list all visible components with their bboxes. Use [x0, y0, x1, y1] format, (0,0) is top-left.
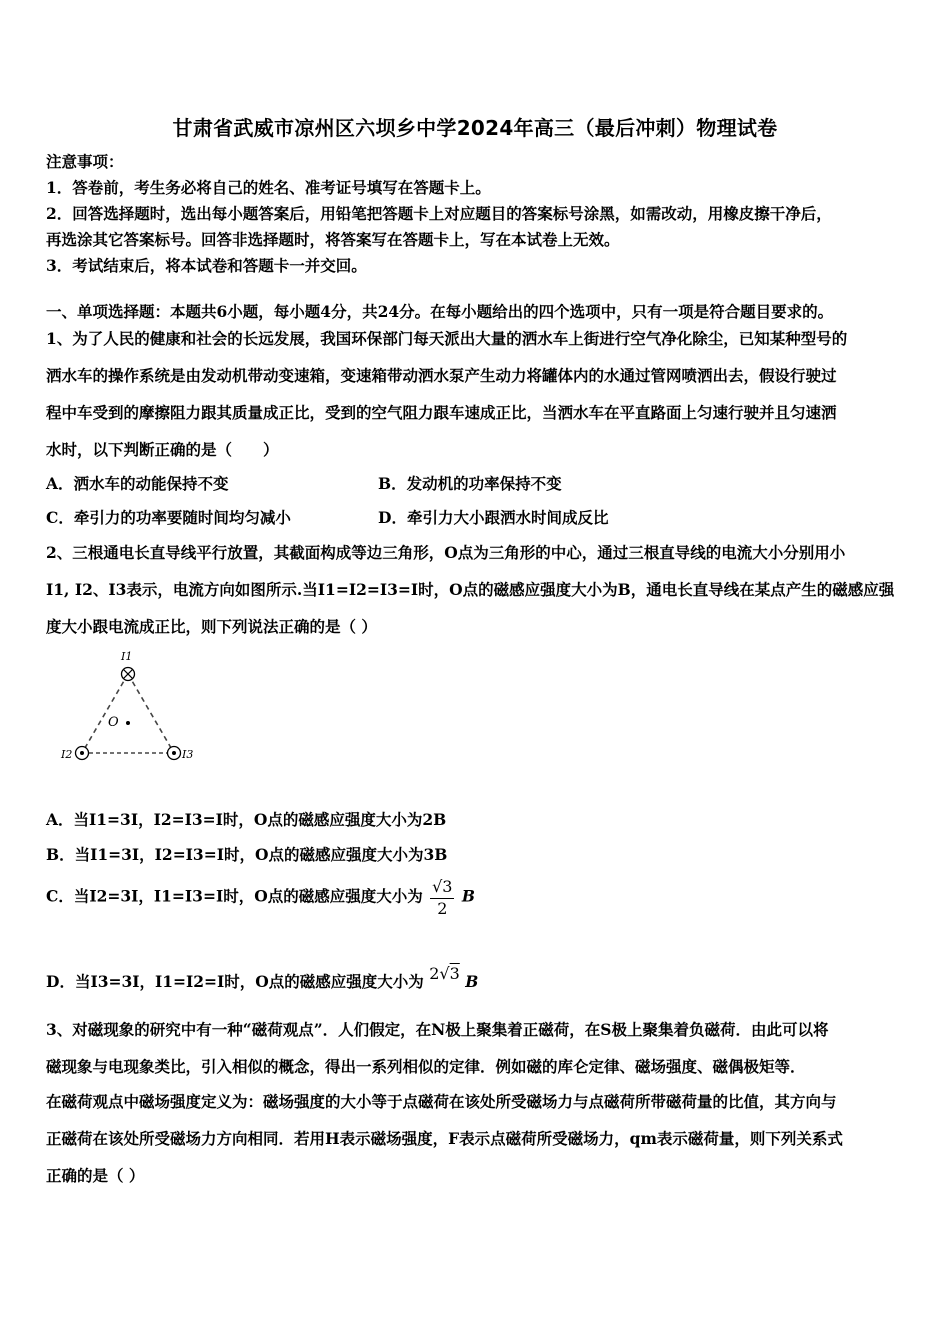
- q2-line-1: 2、三根通电长直导线平行放置，其截面构成等边三角形，O点为三角形的中心，通过三根直导线的电流大小分别用小: [46, 543, 846, 562]
- wire-i2-out-of-page-icon: [76, 747, 89, 760]
- q1-option-a: A．洒水车的动能保持不变: [46, 474, 229, 493]
- q1-line-1: 1、为了人民的健康和社会的长远发展，我国环保部门每天派出大量的洒水车上街进行空气净化除尘，已知某种型号的: [46, 329, 848, 348]
- label-o: O: [108, 715, 119, 730]
- sqrt3-over-2-fraction: [430, 876, 454, 919]
- q3-line-1: 3、对磁现象的研究中有一种“磁荷观点”．人们假定，在N极上聚集着正磁荷，在S极上聚集着负磁荷．由此可以将: [46, 1020, 829, 1039]
- q2-option-d-unit: B: [465, 972, 479, 991]
- wire-i3-out-of-page-icon: [168, 747, 181, 760]
- section-heading: 一、单项选择题：本题共6小题，每小题4分，共24分。在每小题给出的四个选项中，只有一项是符合题目要求的。: [46, 302, 834, 321]
- q3-line-3: 在磁荷观点中磁场强度定义为：磁场强度的大小等于点磁荷在该处所受磁场力与点磁荷所带磁荷量的比值，其方向与: [46, 1092, 837, 1111]
- q3-line-4: 正磁荷在该处所受磁场力方向相同．若用H表示磁场强度，F表示点磁荷所受磁场力，qm表示磁荷量，则下列关系式: [46, 1129, 843, 1148]
- label-i1: I1: [121, 650, 133, 663]
- q2-option-d: [46, 964, 479, 992]
- notice-heading: 注意事项：: [46, 152, 124, 171]
- q2-option-c-text: C．当I2=3I，I1=I3=I时，O点的磁感应强度大小为: [46, 886, 423, 906]
- expression-coefficient: 2: [429, 964, 440, 983]
- q1-option-c: C．牵引力的功率要随时间均匀减小: [46, 508, 291, 527]
- q2-option-c-unit: B: [461, 886, 475, 906]
- q1-line-3: 程中车受到的摩擦阻力跟其质量成正比，受到的空气阻力跟车速成正比，当洒水车在平直路面上匀速行驶并且匀速洒: [46, 403, 837, 422]
- label-i3: I3: [182, 748, 194, 761]
- fraction-numerator: √3: [430, 876, 454, 899]
- wire-i1-into-page-icon: [122, 668, 135, 681]
- q2-line-3: 度大小跟电流成正比，则下列说法正确的是（ ）: [46, 617, 377, 636]
- q3-line-5: 正确的是（ ）: [46, 1166, 145, 1185]
- triangle-wires-figure: [58, 646, 208, 771]
- two-sqrt3-expression: 2√3: [429, 964, 460, 983]
- expression-radicand: 3: [449, 964, 460, 983]
- q2-line-2: I1, I2、I3表示，电流方向如图所示.当I1=I2=I3=I时，O点的磁感应强度大小为B，通电长直导线在某点产生的磁感应强: [46, 580, 895, 599]
- label-i2: I2: [61, 748, 73, 761]
- page-title: 甘肃省武威市凉州区六坝乡中学2024年高三（最后冲刺）物理试卷: [172, 116, 778, 140]
- q2-option-c: [46, 876, 475, 919]
- q1-option-d: D．牵引力大小跟洒水时间成反比: [378, 508, 609, 527]
- notice-item-2a: 2．回答选择题时，选出每小题答案后，用铅笔把答题卡上对应题目的答案标号涂黑，如需改动，用橡皮擦干净后，: [46, 204, 832, 223]
- fraction-denominator: 2: [437, 899, 448, 918]
- q3-line-2: 磁现象与电现象类比，引入相似的概念，得出一系列相似的定律．例如磁的库仑定律、磁场强度、磁偶极矩等．: [46, 1057, 806, 1076]
- center-point-o: [126, 721, 130, 725]
- notice-item-1: 1．答卷前，考生务必将自己的姓名、准考证号填写在答题卡上。: [46, 178, 491, 197]
- notice-item-3: 3．考试结束后，将本试卷和答题卡一并交回。: [46, 256, 367, 275]
- notice-item-2b: 再选涂其它答案标号。回答非选择题时，将答案写在答题卡上，写在本试卷上无效。: [46, 230, 620, 249]
- q2-option-d-text: D．当I3=3I，I1=I2=I时，O点的磁感应强度大小为: [46, 972, 424, 991]
- q1-line-2: 洒水车的操作系统是由发动机带动变速箱，变速箱带动洒水泵产生动力将罐体内的水通过管网喷洒出去，假设行驶过: [46, 366, 837, 385]
- q2-option-b: B．当I1=3I，I2=I3=I时，O点的磁感应强度大小为3B: [46, 845, 448, 864]
- q1-line-4: 水时，以下判断正确的是（ ）: [46, 440, 279, 459]
- q1-option-b: B．发动机的功率保持不变: [378, 474, 562, 493]
- q2-option-a: A．当I1=3I，I2=I3=I时，O点的磁感应强度大小为2B: [46, 810, 447, 829]
